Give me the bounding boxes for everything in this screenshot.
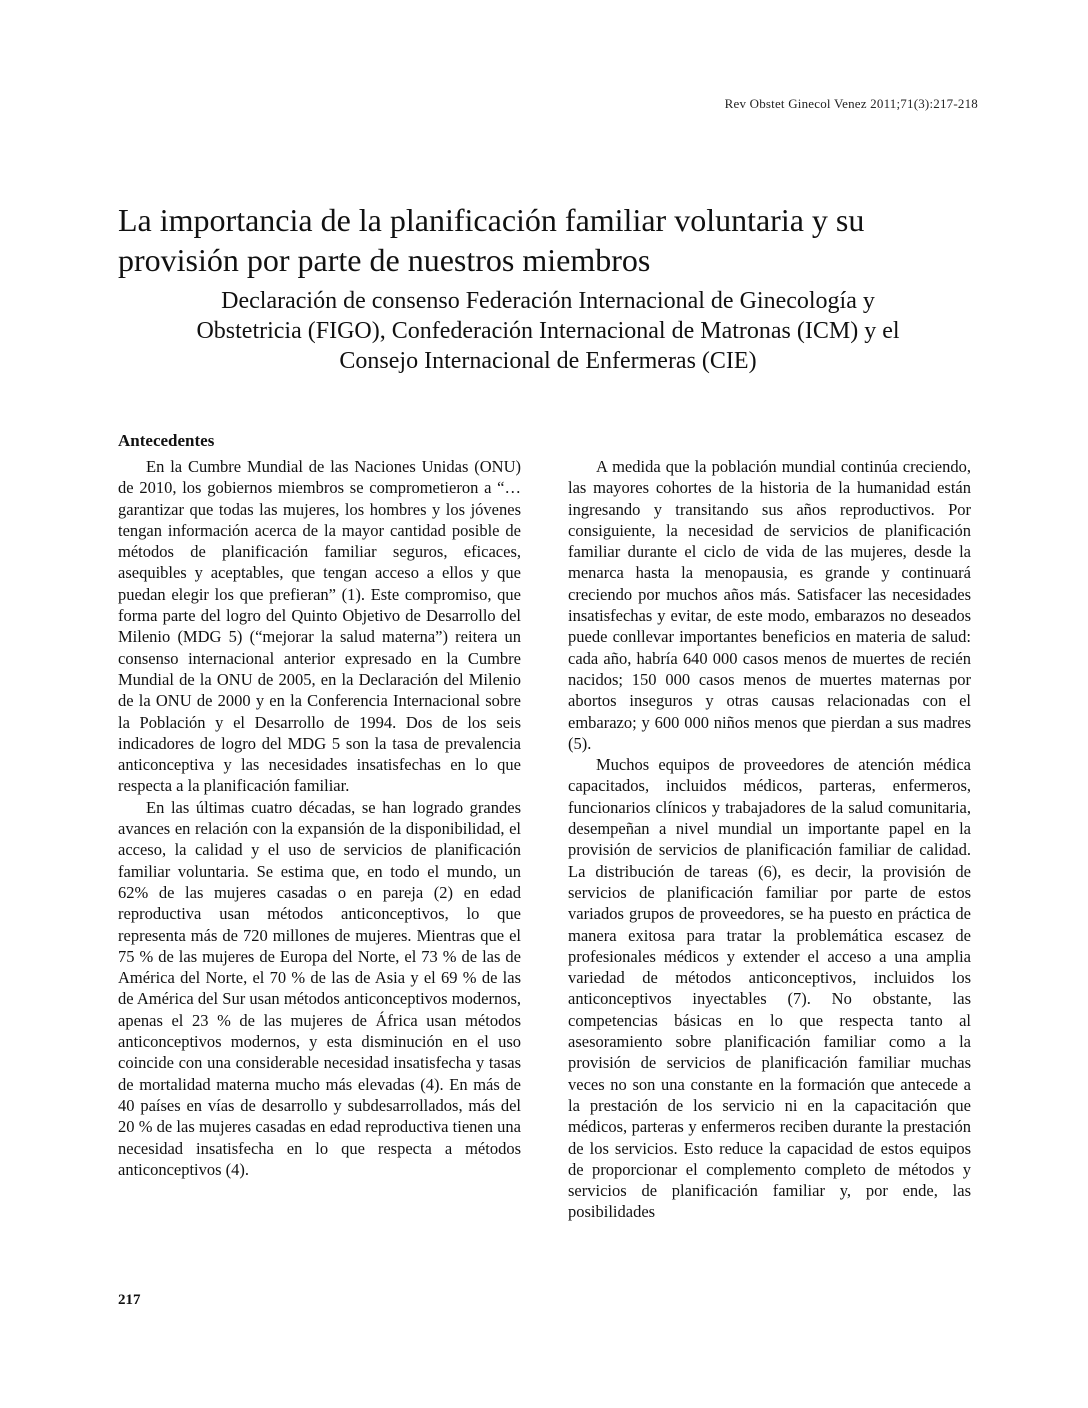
paragraph: Muchos equipos de proveedores de atención médica capacitados, incluidos médicos, parteras, enfermeros, funcionarios clínicos y trabajadores de la salud comunitaria, desempeñan a nivel mundial un importante papel en la provisión de servicios de planificación familiar de calidad. La distribución de tareas (6), es decir, la provisión de servicios de planificación familiar por parte de estos variados grupos de proveedores, se ha puesto en práctica de manera exitosa para tratar la problemática escasez de profesionales médicos y extender el acceso a una amplia variedad de métodos anticonceptivos, incluidos los anticonceptivos inyectables (7). No obstante, las competencias básicas en lo que respecta tanto al asesoramiento sobre planificación familiar como a la provisión de servicios de planificación familiar muchas veces no son una constante en la formación que antecede a la prestación de los servicio ni en la capacitación que médicos, parteras y enfermeros reciben durante la prestación de los servicios. Esto reduce la capacidad de estos equipos de proporcionar el complemento completo de métodos y servicios de planificación familiar y, por ende, las posibilidades bbox=[568, 755, 971, 1222]
subtitle-line: Consejo Internacional de Enfermeras (CIE) bbox=[339, 348, 757, 374]
right-column bbox=[568, 456, 971, 1223]
paragraph: En las últimas cuatro décadas, se han logrado grandes avances en relación con la expansión de la disponibilidad, el acceso, la calidad y el uso de servicios de planificación familiar voluntaria. Se estima que, en todo el mundo, un 62% de las mujeres casadas o en pareja (2) en edad reproductiva usan métodos anticonceptivos, lo que representa más de 720 millones de mujeres. Mientras que el 75 % de las mujeres de Europa del Norte, el 73 % de las de América del Norte, el 70 % de las de Asia y el 69 % de las de América del Sur usan métodos anticonceptivos modernos, apenas el 23 % de las mujeres de África usan métodos anticonceptivos modernos, y esta disminución en el uso coincide con una considerable necesidad insatisfecha y tasas de mortalidad materna mucho más elevadas (4). En más de 40 países en vías de desarrollo y subdesarrollados, más del 20 % de las mujeres casadas en edad reproductiva tienen una necesidad insatisfecha en lo que respecta a métodos anticonceptivos (4). bbox=[118, 797, 521, 1179]
left-column bbox=[118, 430, 521, 1180]
page-number: 217 bbox=[118, 1292, 141, 1308]
subtitle-line: Obstetricia (FIGO), Confederación Internacional de Matronas (ICM) y el bbox=[196, 318, 900, 344]
article-subtitle bbox=[118, 286, 978, 376]
section-heading: Antecedentes bbox=[118, 431, 215, 450]
article-title: La importancia de la planificación familiar voluntaria y su provisión por parte de nuestros miembros bbox=[118, 202, 865, 278]
paragraph: A medida que la población mundial continúa creciendo, las mayores cohortes de la historia de la humanidad están ingresando y transitando sus años reproductivos. Por consiguiente, la necesidad de servicios de planificación familiar durante el ciclo de vida de las mujeres, desde la menarca hasta la menopausia, es grande y continuará creciendo por muchos años más. Satisfacer las necesidades insatisfechas y evitar, de este modo, embarazos no deseados puede conllevar importantes beneficios en materia de salud: cada año, habría 640 000 casos menos de muertes de recién nacidos; 150 000 casos menos de muertes maternas por abortos inseguros y otras causas relacionadas con el embarazo; y 600 000 niños menos que pierdan a sus madres (5). bbox=[568, 457, 971, 753]
paragraph: En la Cumbre Mundial de las Naciones Unidas (ONU) de 2010, los gobiernos miembros se comprometieron a “…garantizar que todas las mujeres, los hombres y los jóvenes tengan información acerca de la mayor cantidad posible de métodos de planificación familiar seguros, eficaces, asequibles y aceptables, que tengan acceso a ellos y que puedan elegir los que prefieran” (1). Este compromiso, que forma parte del logro del Quinto Objetivo de Desarrollo del Milenio (MDG 5) (“mejorar la salud materna”) reitera un consenso internacional anterior expresado en la Cumbre Mundial de la ONU de 2005, en la Declaración del Milenio de la ONU de 2000 y en la Conferencia Internacional sobre la Población y el Desarrollo de 1994. Dos de los seis indicadores de logro del MDG 5 son la tasa de prevalencia anticonceptiva y las necesidades insatisfechas en lo que respecta a la planificación familiar. bbox=[118, 457, 521, 796]
subtitle-line: Declaración de consenso Federación Internacional de Ginecología y bbox=[221, 288, 875, 314]
running-head: Rev Obstet Ginecol Venez 2011;71(3):217-218 bbox=[724, 96, 978, 111]
